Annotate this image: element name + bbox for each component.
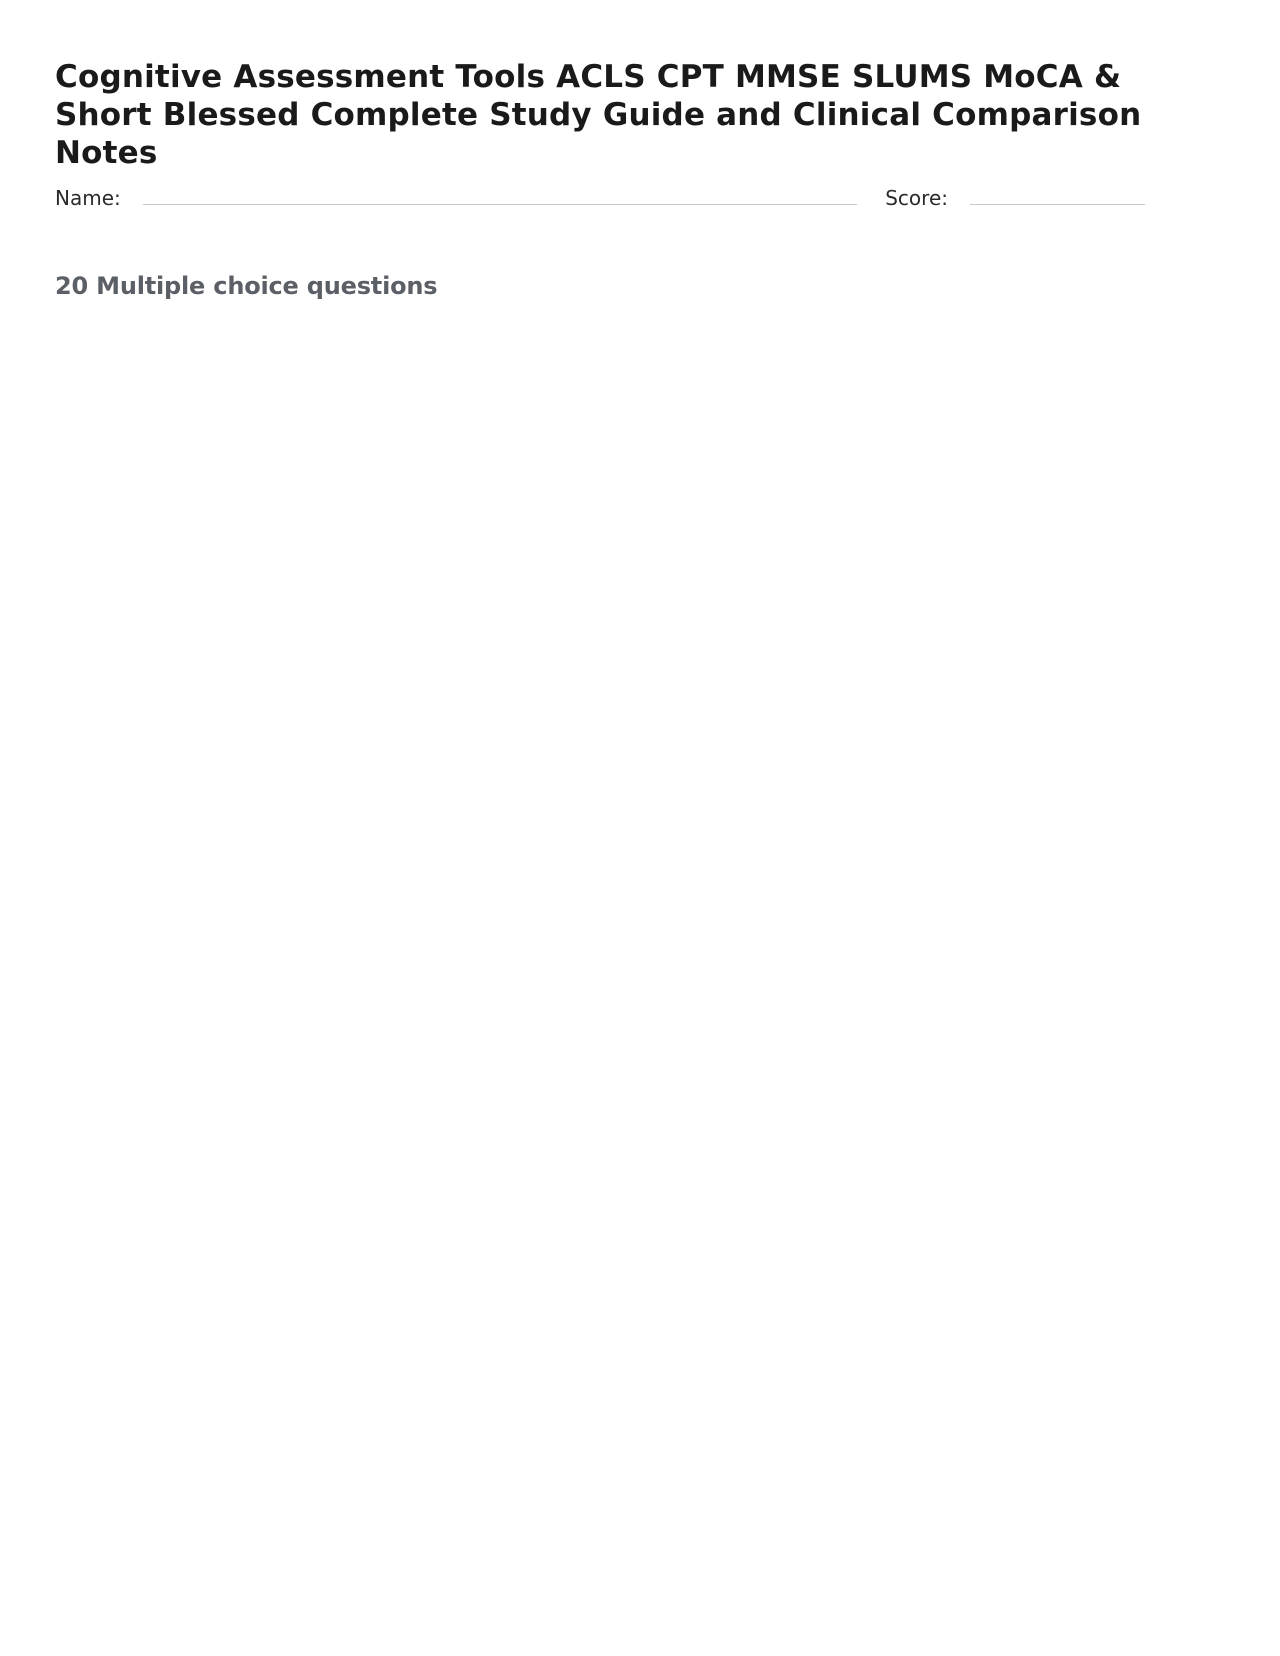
page-title: Cognitive Assessment Tools ACLS CPT MMSE SLUMS MoCA & Short Blessed Complete Study Guide and Clinical Comparison Notes — [55, 59, 1142, 171]
name-input-line[interactable] — [143, 204, 857, 205]
document-content — [55, 58, 1155, 330]
score-input-line[interactable] — [970, 204, 1145, 205]
name-score-row — [55, 186, 1145, 210]
score-label: Score: — [885, 186, 948, 210]
name-label: Name: — [55, 186, 121, 210]
question-count-subtitle: 20 Multiple choice questions — [55, 272, 438, 300]
